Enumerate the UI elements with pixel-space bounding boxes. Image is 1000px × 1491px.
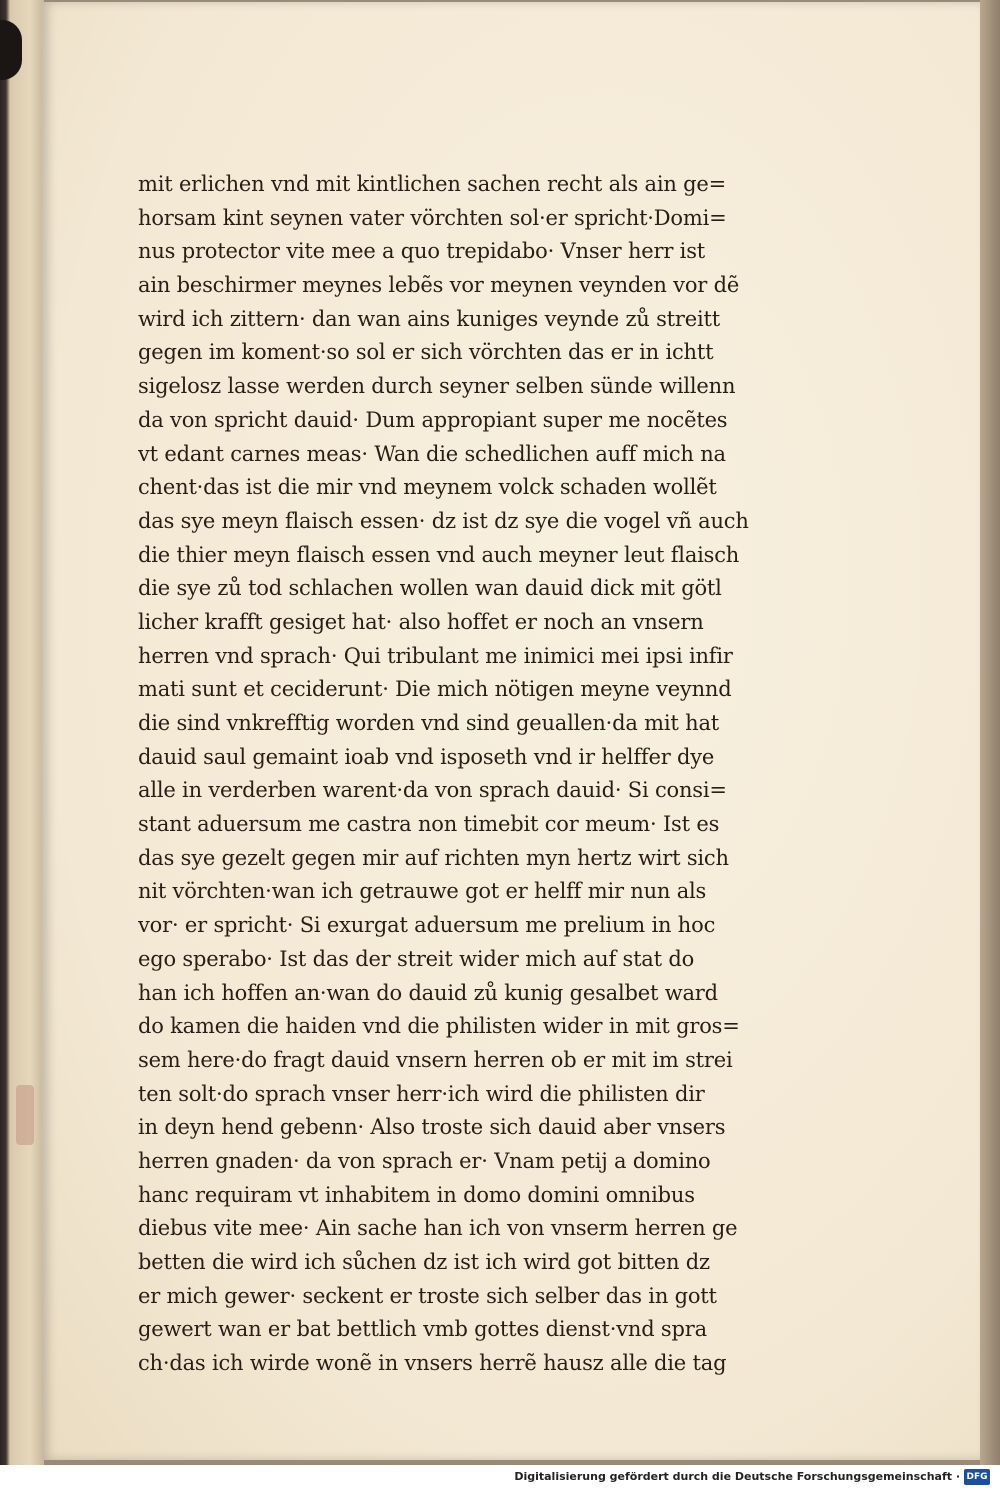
stub-color-mark: [16, 1085, 34, 1145]
text-line: gewert wan er bat bettlich vmb gottes dienst·vnd spra: [138, 1317, 707, 1342]
text-line: die thier meyn flaisch essen vnd auch meyner leut flaisch: [138, 542, 740, 567]
text-line: ain beschirmer meynes lebẽs vor meynen veynden vor dẽ: [138, 273, 740, 298]
text-line: chent·das ist die mir vnd meynem volck schaden wollẽt: [138, 475, 717, 500]
text-line: sem here·do fragt dauid vnsern herren ob er mit im strei: [138, 1047, 733, 1072]
text-line: das sye gezelt gegen mir auf richten myn hertz wirt sich: [138, 845, 729, 870]
text-line: betten die wird ich sůchen dz ist ich wird got bitten dz: [138, 1250, 710, 1274]
footer-bar: [0, 1465, 1000, 1491]
dfg-credit: Digitalisierung gefördert durch die Deutsche Forschungsgemeinschaft ·: [514, 1470, 960, 1483]
book-page: [42, 2, 980, 1460]
text-line: die sind vnkrefftig worden vnd sind geuallen·da mit hat: [138, 711, 720, 735]
text-line: das sye meyn flaisch essen· dz ist dz sye die vogel vñ auch: [138, 508, 749, 533]
text-line: stant aduersum me castra non timebit cor meum· Ist es: [138, 812, 720, 837]
text-line: wird ich zittern· dan wan ains kuniges veynde zů streitt: [138, 306, 720, 331]
text-line: ten solt·do sprach vnser herr·ich wird die philisten dir: [138, 1081, 705, 1106]
text-line: do kamen die haiden vnd die philisten wider in mit gros=: [138, 1014, 740, 1039]
text-line: hanc requiram vt inhabitem in domo domini omnibus: [138, 1182, 695, 1207]
text-line: ch·das ich wirde wonẽ in vnsers herrẽ hausz alle die tag: [138, 1351, 727, 1376]
text-line: mati sunt et ceciderunt· Die mich nötigen meyne veynnd: [138, 677, 732, 702]
text-line: herren vnd sprach· Qui tribulant me inimici mei ipsi infir: [138, 643, 733, 668]
text-line: nit vörchten·wan ich getrauwe got er helff mir nun als: [138, 879, 707, 904]
text-line: in deyn hend gebenn· Also troste sich dauid aber vnsers: [138, 1115, 726, 1140]
text-line: gegen im koment·so sol er sich vörchten das er in ichtt: [138, 340, 714, 365]
text-line: nus protector vite mee a quo trepidabo· Vnser herr ist: [138, 239, 706, 264]
text-line: sigelosz lasse werden durch seyner selben sünde willenn: [138, 374, 736, 399]
main-text-block: [138, 168, 768, 1381]
binding-shadow: [0, 20, 22, 80]
text-line: mit erlichen vnd mit kintlichen sachen recht als ain ge=: [138, 172, 727, 196]
dfg-logo-icon: DFG: [964, 1469, 990, 1485]
page-stack-edge: [980, 0, 1000, 1465]
text-line: er mich gewer· seckent er troste sich selber das in gott: [138, 1283, 717, 1308]
text-line: da von spricht dauid· Dum appropiant super me nocẽtes: [138, 407, 728, 432]
text-line: alle in verderben warent·da von sprach dauid· Si consi=: [138, 778, 727, 803]
text-line: die sye zů tod schlachen wollen wan dauid dick mit götl: [138, 576, 722, 601]
text-line: han ich hoffen an·wan do dauid zů kunig gesalbet ward: [138, 980, 718, 1005]
text-line: herren gnaden· da von sprach er· Vnam petij a domino: [138, 1148, 711, 1173]
text-line: dauid saul gemaint ioab vnd isposeth vnd ir helffer dye: [138, 744, 715, 769]
text-line: ego sperabo· Ist das der streit wider mich auf stat do: [138, 946, 695, 971]
text-line: licher krafft gesiget hat· also hoffet er noch an vnsern: [138, 609, 704, 634]
text-line: vor· er spricht· Si exurgat aduersum me prelium in hoc: [138, 913, 716, 938]
text-line: vt edant carnes meas· Wan die schedlichen auff mich na: [138, 441, 726, 466]
text-line: diebus vite mee· Ain sache han ich von vnserm herren ge: [138, 1216, 738, 1241]
text-line: horsam kint seynen vater vörchten sol·er spricht·Domi=: [138, 205, 727, 230]
facing-page-edge: [0, 0, 44, 1465]
